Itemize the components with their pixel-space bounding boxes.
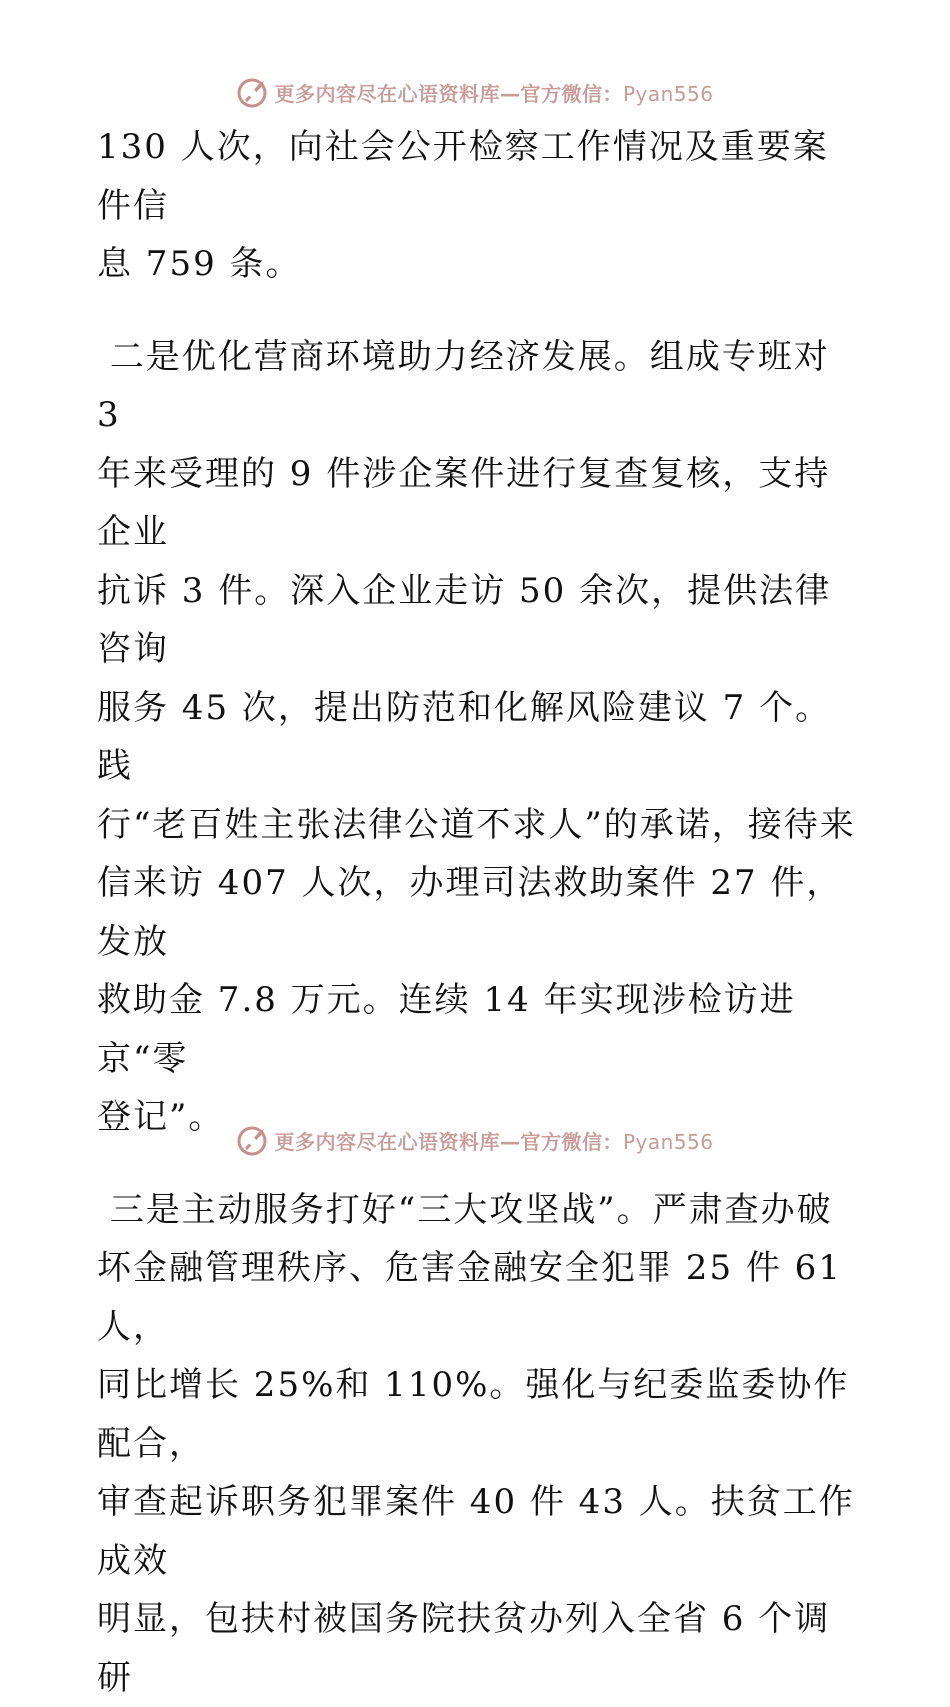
text-line: 明显，包扶村被国务院扶贫办列入全省 6 个调研	[97, 1590, 857, 1707]
text-line: 服务 45 次，提出防范和化解风险建议 7 个。践	[97, 679, 857, 796]
text-line: 三是主动服务打好“三大攻坚战”。严肃查办破	[97, 1181, 857, 1240]
watermark-text: 更多内容尽在心语资料库—官方微信：Pyan556	[274, 1126, 713, 1155]
footer-watermark	[0, 1120, 950, 1160]
header-watermark	[0, 72, 950, 112]
watermark-text: 更多内容尽在心语资料库—官方微信：Pyan556	[274, 78, 713, 107]
paragraph-3	[97, 1181, 857, 1707]
text-line: 审查起诉职务犯罪案件 40 件 43 人。扶贫工作成效	[97, 1473, 857, 1590]
text-line: 年来受理的 9 件涉企案件进行复查复核，支持企业	[97, 445, 857, 562]
paragraph-1	[97, 118, 857, 294]
text-line: 救助金 7.8 万元。连续 14 年实现涉检访进京“零	[97, 971, 857, 1088]
text-line: 息 759 条。	[97, 235, 857, 294]
text-line: 同比增长 25%和 110%。强化与纪委监委协作配合，	[97, 1356, 857, 1473]
paragraph-2	[97, 328, 857, 1147]
text-line: 抗诉 3 件。深入企业走访 50 余次，提供法律咨询	[97, 562, 857, 679]
text-line: 130 人次，向社会公开检察工作情况及重要案件信	[97, 118, 857, 235]
pen-logo-icon	[236, 75, 270, 109]
pen-logo-icon	[236, 1123, 270, 1157]
text-line: 登记”。	[97, 1088, 857, 1147]
document-body	[97, 118, 857, 1707]
text-line: 行“老百姓主张法律公道不求人”的承诺，接待来	[97, 796, 857, 855]
text-line: 二是优化营商环境助力经济发展。组成专班对 3	[97, 328, 857, 445]
text-line: 坏金融管理秩序、危害金融安全犯罪 25 件 61 人，	[97, 1239, 857, 1356]
text-line: 信来访 407 人次，办理司法救助案件 27 件，发放	[97, 854, 857, 971]
